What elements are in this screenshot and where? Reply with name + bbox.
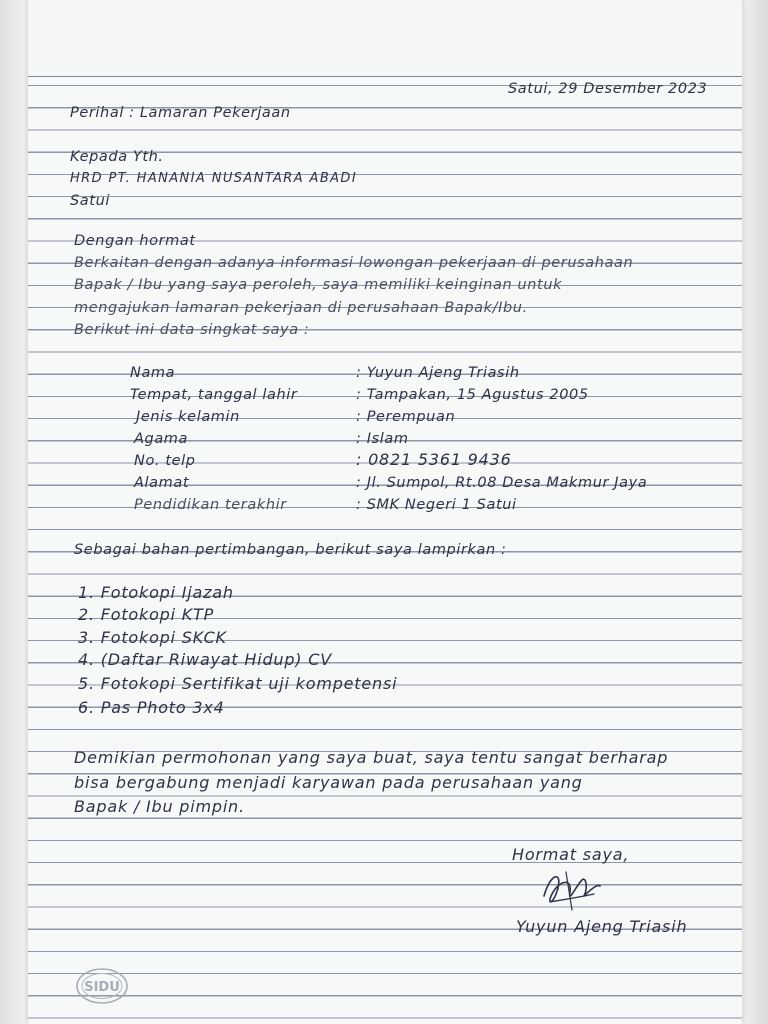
- recipient-line-2: HRD PT. HANANIA NUSANTARA ABADI: [70, 171, 358, 186]
- handwritten-signature: [536, 866, 606, 916]
- data-value-name: : Yuyun Ajeng Triasih: [356, 365, 520, 381]
- closing-line-1: Demikian permohonan yang saya buat, saya tentu sangat berharap: [74, 748, 669, 767]
- attachments-intro: Sebagai bahan pertimbangan, berikut saya lampirkan :: [74, 542, 507, 558]
- data-value-education: : SMK Negeri 1 Satui: [356, 497, 517, 513]
- letter-date: Satui, 29 Desember 2023: [508, 81, 708, 97]
- data-value-phone: : 0821 5361 9436: [356, 450, 512, 469]
- intro-line-2: Bapak / Ibu yang saya peroleh, saya memiliki keinginan untuk: [74, 277, 563, 293]
- data-label-gender: Jenis kelamin: [136, 409, 240, 425]
- intro-line-3: mengajukan lamaran pekerjaan di perusahaan Bapak/Ibu.: [74, 300, 528, 316]
- attachment-item-4: 4. (Daftar Riwayat Hidup) CV: [78, 650, 332, 669]
- attachment-item-6: 6. Pas Photo 3x4: [78, 698, 225, 717]
- letter-subject: Perihal : Lamaran Pekerjaan: [70, 105, 291, 121]
- letter-salutation: Hormat saya,: [512, 845, 630, 864]
- letter-greeting: Dengan hormat: [74, 233, 196, 249]
- data-value-birth: : Tampakan, 15 Agustus 2005: [356, 387, 589, 403]
- data-value-gender: : Perempuan: [356, 409, 456, 425]
- data-label-religion: Agama: [134, 431, 189, 447]
- data-value-religion: : Islam: [356, 431, 409, 447]
- data-label-birth: Tempat, tanggal lahir: [130, 387, 298, 403]
- data-label-address: Alamat: [134, 475, 190, 491]
- stamp-text: SIDU: [84, 980, 120, 995]
- recipient-line-3: Satui: [70, 193, 110, 209]
- closing-line-2: bisa bergabung menjadi karyawan pada perusahaan yang: [74, 773, 583, 792]
- signatory-name: Yuyun Ajeng Triasih: [516, 917, 688, 936]
- attachment-item-3: 3. Fotokopi SKCK: [78, 628, 227, 647]
- recipient-line-1: Kepada Yth.: [70, 149, 164, 165]
- data-label-name: Nama: [130, 365, 176, 381]
- paper-top-margin: [28, 0, 742, 77]
- attachment-item-2: 2. Fotokopi KTP: [78, 605, 215, 624]
- attachment-item-1: 1. Fotokopi Ijazah: [78, 583, 234, 602]
- attachment-item-5: 5. Fotokopi Sertifikat uji kompetensi: [78, 674, 398, 693]
- intro-line-1: Berkaitan dengan adanya informasi lowongan pekerjaan di perusahaan: [74, 255, 634, 271]
- data-label-education: Pendidikan terakhir: [134, 497, 287, 513]
- data-value-address: : Jl. Sumpol, Rt.08 Desa Makmur Jaya: [356, 475, 648, 491]
- closing-line-3: Bapak / Ibu pimpin.: [74, 797, 245, 816]
- paper-brand-stamp: [74, 966, 130, 1006]
- data-label-phone: No. telp: [134, 453, 196, 469]
- intro-line-4: Berikut ini data singkat saya :: [74, 322, 310, 338]
